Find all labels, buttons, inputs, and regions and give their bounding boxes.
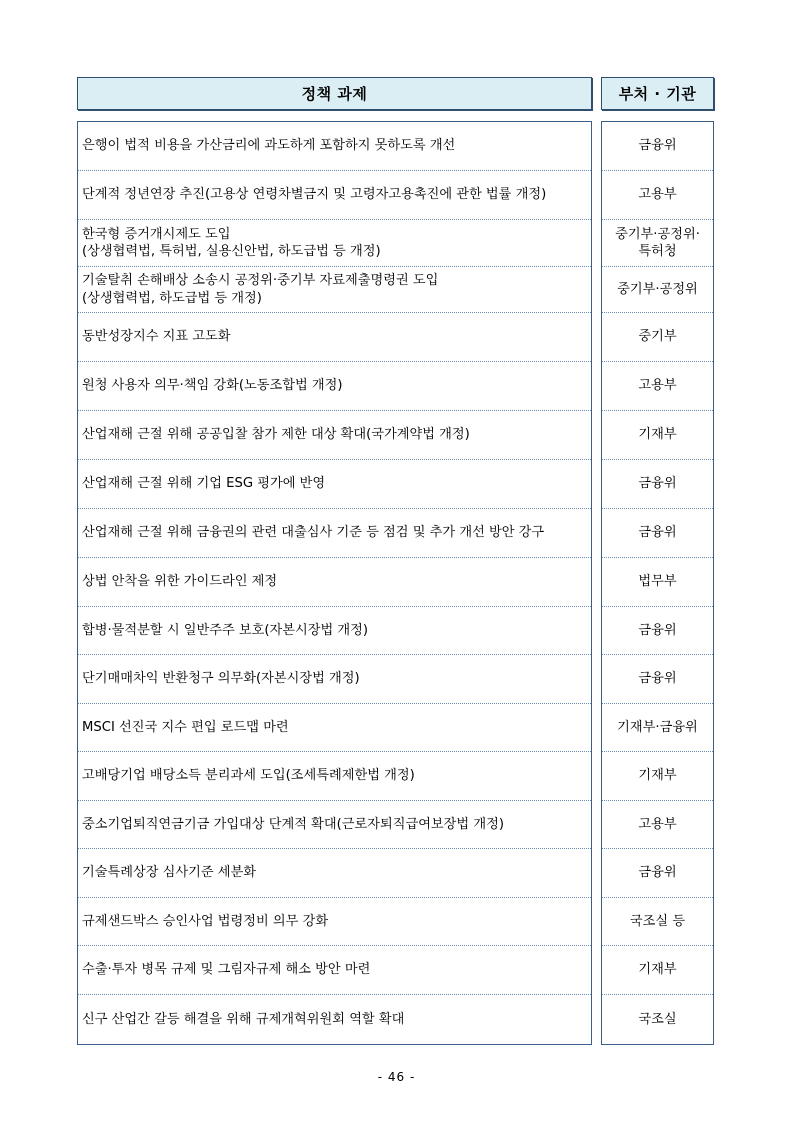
agency-cell: 국조실: [638, 1011, 677, 1027]
policy-row: [78, 801, 591, 849]
agency-row: [602, 411, 713, 460]
policy-cell: 기술탈취 손해배상 소송시 공정위·중기부 자료제출명령권 도입 (상생협력법, 하도급법 등 개정): [82, 273, 439, 306]
policy-row: [78, 460, 591, 509]
agency-cell: 금융위: [638, 622, 677, 638]
policy-cell: 중소기업퇴직연금기금 가입대상 단계적 확대(근로자퇴직급여보장법 개정): [82, 816, 504, 832]
policy-row: [78, 509, 591, 558]
agency-row: [602, 460, 713, 509]
agency-cell: 기재부: [638, 427, 677, 443]
policy-cell: 한국형 증거개시제도 도입 (상생협력법, 특허법, 실용신안법, 하도급법 등 개정): [82, 226, 381, 259]
policy-cell: 상법 안착을 위한 가이드라인 제정: [82, 574, 278, 590]
policy-row: [78, 313, 591, 362]
policy-cell: 산업재해 근절 위해 기업 ESG 평가에 반영: [82, 476, 326, 492]
agency-cell: 중기부: [638, 329, 677, 345]
policy-cell: 기술특례상장 심사기준 세분화: [82, 865, 256, 881]
policy-row: [78, 704, 591, 752]
agency-row: [602, 849, 713, 898]
agency-row: [602, 362, 713, 411]
policy-row: [78, 898, 591, 946]
agency-cell: 고용부: [638, 187, 677, 203]
agency-cell: 기재부·금융위: [617, 719, 698, 735]
agency-row: [602, 704, 713, 752]
policy-cell: 단계적 정년연장 추진(고용상 연령차별금지 및 고령자고용촉진에 관한 법률 개정): [82, 187, 547, 203]
policy-row: [78, 122, 591, 171]
agency-column-header-label: 부처 · 기관: [618, 85, 697, 103]
policy-cell: 원청 사용자 의무·책임 강화(노동조합법 개정): [82, 378, 343, 394]
policy-row: [78, 995, 591, 1044]
agency-row: [602, 122, 713, 171]
agency-cell: 금융위: [638, 138, 677, 154]
policy-row: [78, 362, 591, 411]
policy-cell: 은행이 법적 비용을 가산금리에 과도하게 포함하지 못하도록 개선: [82, 138, 456, 154]
policy-cell: 고배당기업 배당소득 분리과세 도입(조세특례제한법 개정): [82, 768, 415, 784]
agency-cell: 기재부: [638, 768, 677, 784]
policy-row: [78, 220, 591, 267]
policy-row: [78, 607, 591, 655]
agency-cell: 금융위: [638, 476, 677, 492]
policy-cell: 단기매매차익 반환청구 의무화(자본시장법 개정): [82, 671, 360, 687]
agency-row: [602, 267, 713, 313]
agency-row: [602, 607, 713, 655]
agency-cell: 금융위: [638, 865, 677, 881]
policy-row: [78, 655, 591, 704]
agency-row: [602, 171, 713, 220]
policy-cell: 신구 산업간 갈등 해결을 위해 규제개혁위원회 역할 확대: [82, 1011, 405, 1027]
policy-row: [78, 558, 591, 607]
agency-row: [602, 946, 713, 995]
agency-row: [602, 801, 713, 849]
agency-row: [602, 220, 713, 267]
policy-column-header-label: 정책 과제: [301, 85, 368, 103]
agency-row: [602, 898, 713, 946]
policy-row: [78, 267, 591, 313]
agency-cell: 기재부: [638, 962, 677, 978]
policy-row: [78, 752, 591, 801]
policy-cell: 산업재해 근절 위해 공공입찰 참가 제한 대상 확대(국가계약법 개정): [82, 427, 470, 443]
agency-cell: 금융위: [638, 671, 677, 687]
agency-row: [602, 509, 713, 558]
agency-column-header: [601, 77, 714, 110]
agency-column: [601, 121, 714, 1045]
policy-cell: 동반성장지수 지표 고도화: [82, 329, 231, 345]
page-number: - 46 -: [377, 1070, 416, 1084]
agency-cell: 고용부: [638, 378, 677, 394]
policy-cell: 규제샌드박스 승인사업 법령정비 의무 강화: [82, 913, 329, 929]
agency-cell: 금융위: [638, 525, 677, 541]
policy-row: [78, 171, 591, 220]
policy-column: [77, 121, 592, 1045]
agency-row: [602, 655, 713, 704]
policy-cell: 합병·물적분할 시 일반주주 보호(자본시장법 개정): [82, 622, 369, 638]
agency-row: [602, 995, 713, 1044]
agency-row: [602, 558, 713, 607]
policy-column-header: [77, 77, 592, 110]
policy-cell: MSCI 선진국 지수 편입 로드맵 마련: [82, 719, 289, 735]
agency-cell: 중기부·공정위· 특허청: [615, 226, 700, 259]
policy-cell: 수출·투자 병목 규제 및 그림자규제 해소 방안 마련: [82, 962, 371, 978]
agency-cell: 국조실 등: [629, 913, 686, 929]
policy-cell: 산업재해 근절 위해 금융권의 관련 대출심사 기준 등 점검 및 추가 개선 방안 강구: [82, 525, 545, 541]
policy-row: [78, 946, 591, 995]
agency-cell: 중기부·공정위: [617, 281, 698, 297]
policy-row: [78, 849, 591, 898]
policy-row: [78, 411, 591, 460]
agency-row: [602, 752, 713, 801]
agency-cell: 고용부: [638, 816, 677, 832]
agency-row: [602, 313, 713, 362]
agency-cell: 법무부: [638, 574, 677, 590]
